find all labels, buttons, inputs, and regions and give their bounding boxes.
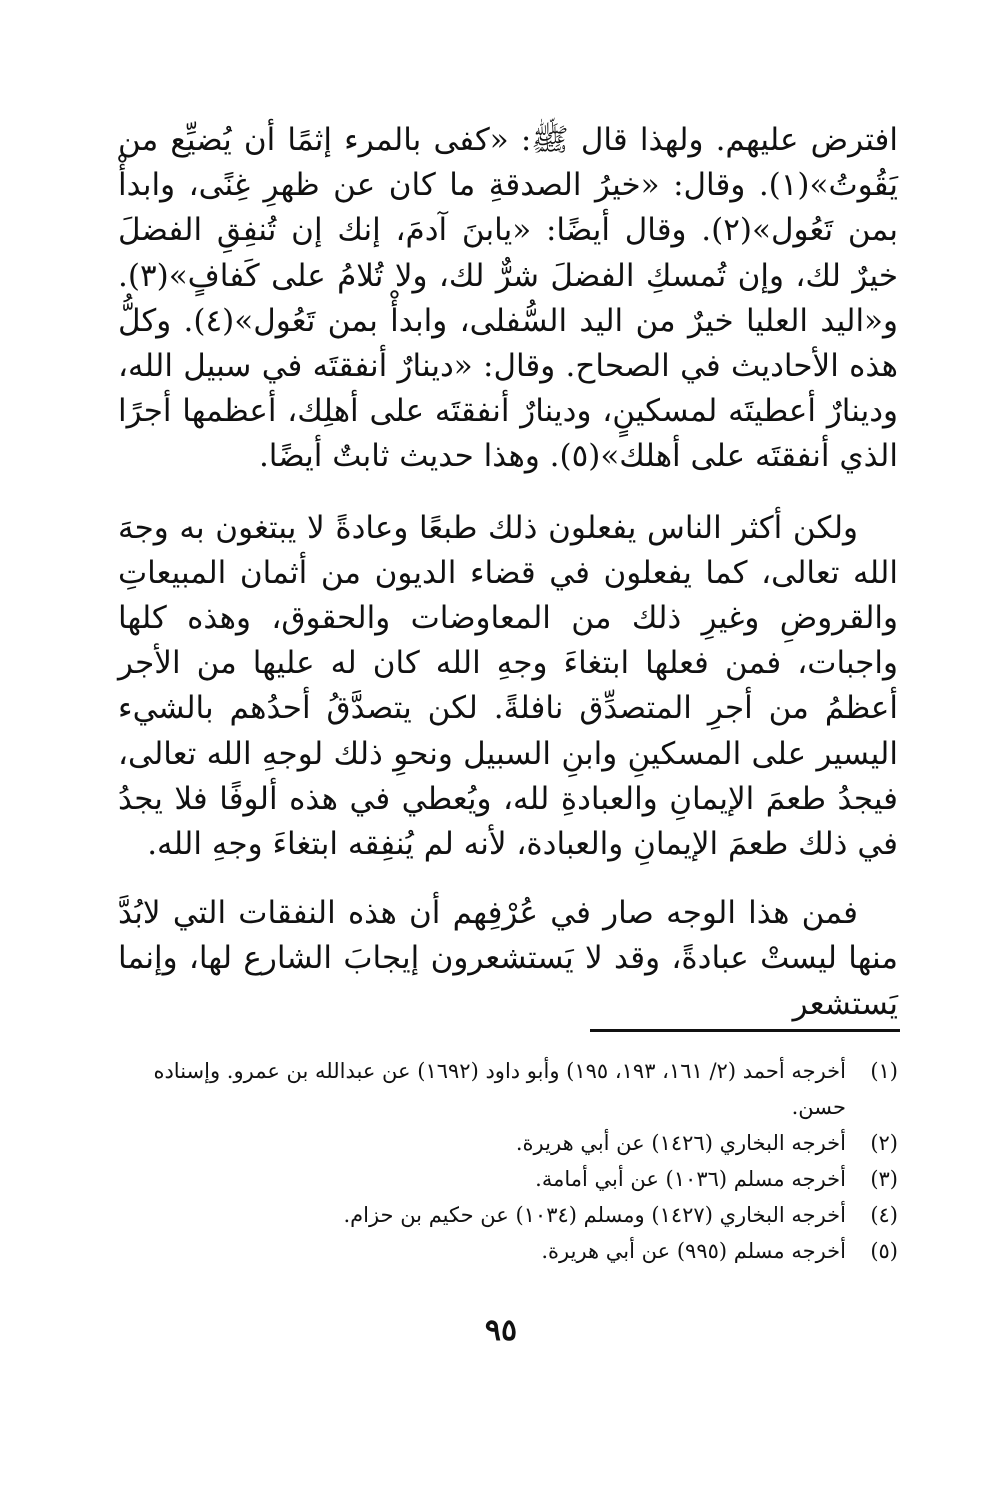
footnote-5 xyxy=(118,1233,898,1269)
page-number: ٩٥ xyxy=(484,1313,518,1348)
footnote-number: (٥) xyxy=(870,1239,898,1263)
paragraph-2: ولكن أكثر الناس يفعلون ذلك طبعًا وعادةً لا يبتغون به وجهَ الله تعالى، كما يفعلون في قضاء الديون من أثمان المبيعاتِ والقروضِ وغيرِ ذلك من المعاوضات والحقوق، وهذه كلها واجبات، فمن فعلها ابتغاءَ وجهِ الله كان له عليها من الأجر أعظمُ من أجرِ المتصدِّق نافلةً. لكن يتصدَّقُ أحدُهم بالشيء اليسير على المسكينِ وابنِ السبيل ونحوِ ذلك لوجهِ الله تعالى، فيجدُ طعمَ الإيمانِ والعبادةِ لله، ويُعطي في هذه ألوفًا فلا يجدُ في ذلك طعمَ الإيمانِ والعبادة، لأنه لم يُنفِقه ابتغاءَ وجهِ الله. xyxy=(118,509,898,863)
footnote-text: أخرجه مسلم (١٠٣٦) عن أبي أمامة. xyxy=(535,1167,846,1191)
footnote-number: (٤) xyxy=(870,1203,898,1227)
footnote-1 xyxy=(118,1053,898,1125)
footnote-text: أخرجه أحمد (٢/ ١٦١، ١٩٣، ١٩٥) وأبو داود (١٦٩٢) عن عبدالله بن عمرو. وإسناده حسن. xyxy=(153,1059,846,1119)
footnote-4 xyxy=(118,1197,898,1233)
footnote-number: (٣) xyxy=(870,1167,898,1191)
footnote-3 xyxy=(118,1161,898,1197)
footnote-2 xyxy=(118,1125,898,1161)
footnote-text: أخرجه البخاري (١٤٢٧) ومسلم (١٠٣٤) عن حكيم بن حزام. xyxy=(343,1203,846,1227)
main-text xyxy=(118,118,898,1027)
paragraph-3: فمن هذا الوجه صار في عُرْفِهم أن هذه النفقات التي لابُدَّ منها ليستْ عبادةً، وقد لا يَستشعرون إيجابَ الشارع لها، وإنما يَستشعر xyxy=(118,895,898,1022)
footnote-text: أخرجه البخاري (١٤٢٦) عن أبي هريرة. xyxy=(515,1131,846,1155)
footnote-number: (٢) xyxy=(870,1131,898,1155)
footnote-separator xyxy=(590,1029,900,1032)
footnotes xyxy=(118,1053,898,1269)
paragraph-1: افترض عليهم. ولهذا قال ﷺ: «كفى بالمرء إثمًا أن يُضيِّع من يَقُوتُ»(١). وقال: «خيرُ الصدقةِ ما كان عن ظهرِ غِنًى، وابدأْ بمن تَعُول»(٢). وقال أيضًا: «يابنَ آدمَ، إنك إن تُنفِقِ الفضلَ خيرٌ لك، وإن تُمسكِ الفضلَ شرٌّ لك، ولا تُلامُ على كَفافٍ»(٣). و«اليد العليا خيرٌ من اليد السُّفلى، وابدأْ بمن تَعُول»(٤). وكلُّ هذه الأحاديث في الصحاح. وقال: «دينارٌ أنفقتَه في سبيل الله، ودينارٌ أعطيتَه لمسكينٍ، ودينارٌ أنفقتَه على أهلِك، أعظمها أجرًا الذي أنفقتَه على أهلك»(٥). وهذا حديث ثابتٌ أيضًا. xyxy=(118,122,899,475)
footnote-text: أخرجه مسلم (٩٩٥) عن أبي هريرة. xyxy=(541,1239,846,1263)
footnote-number: (١) xyxy=(870,1059,898,1083)
